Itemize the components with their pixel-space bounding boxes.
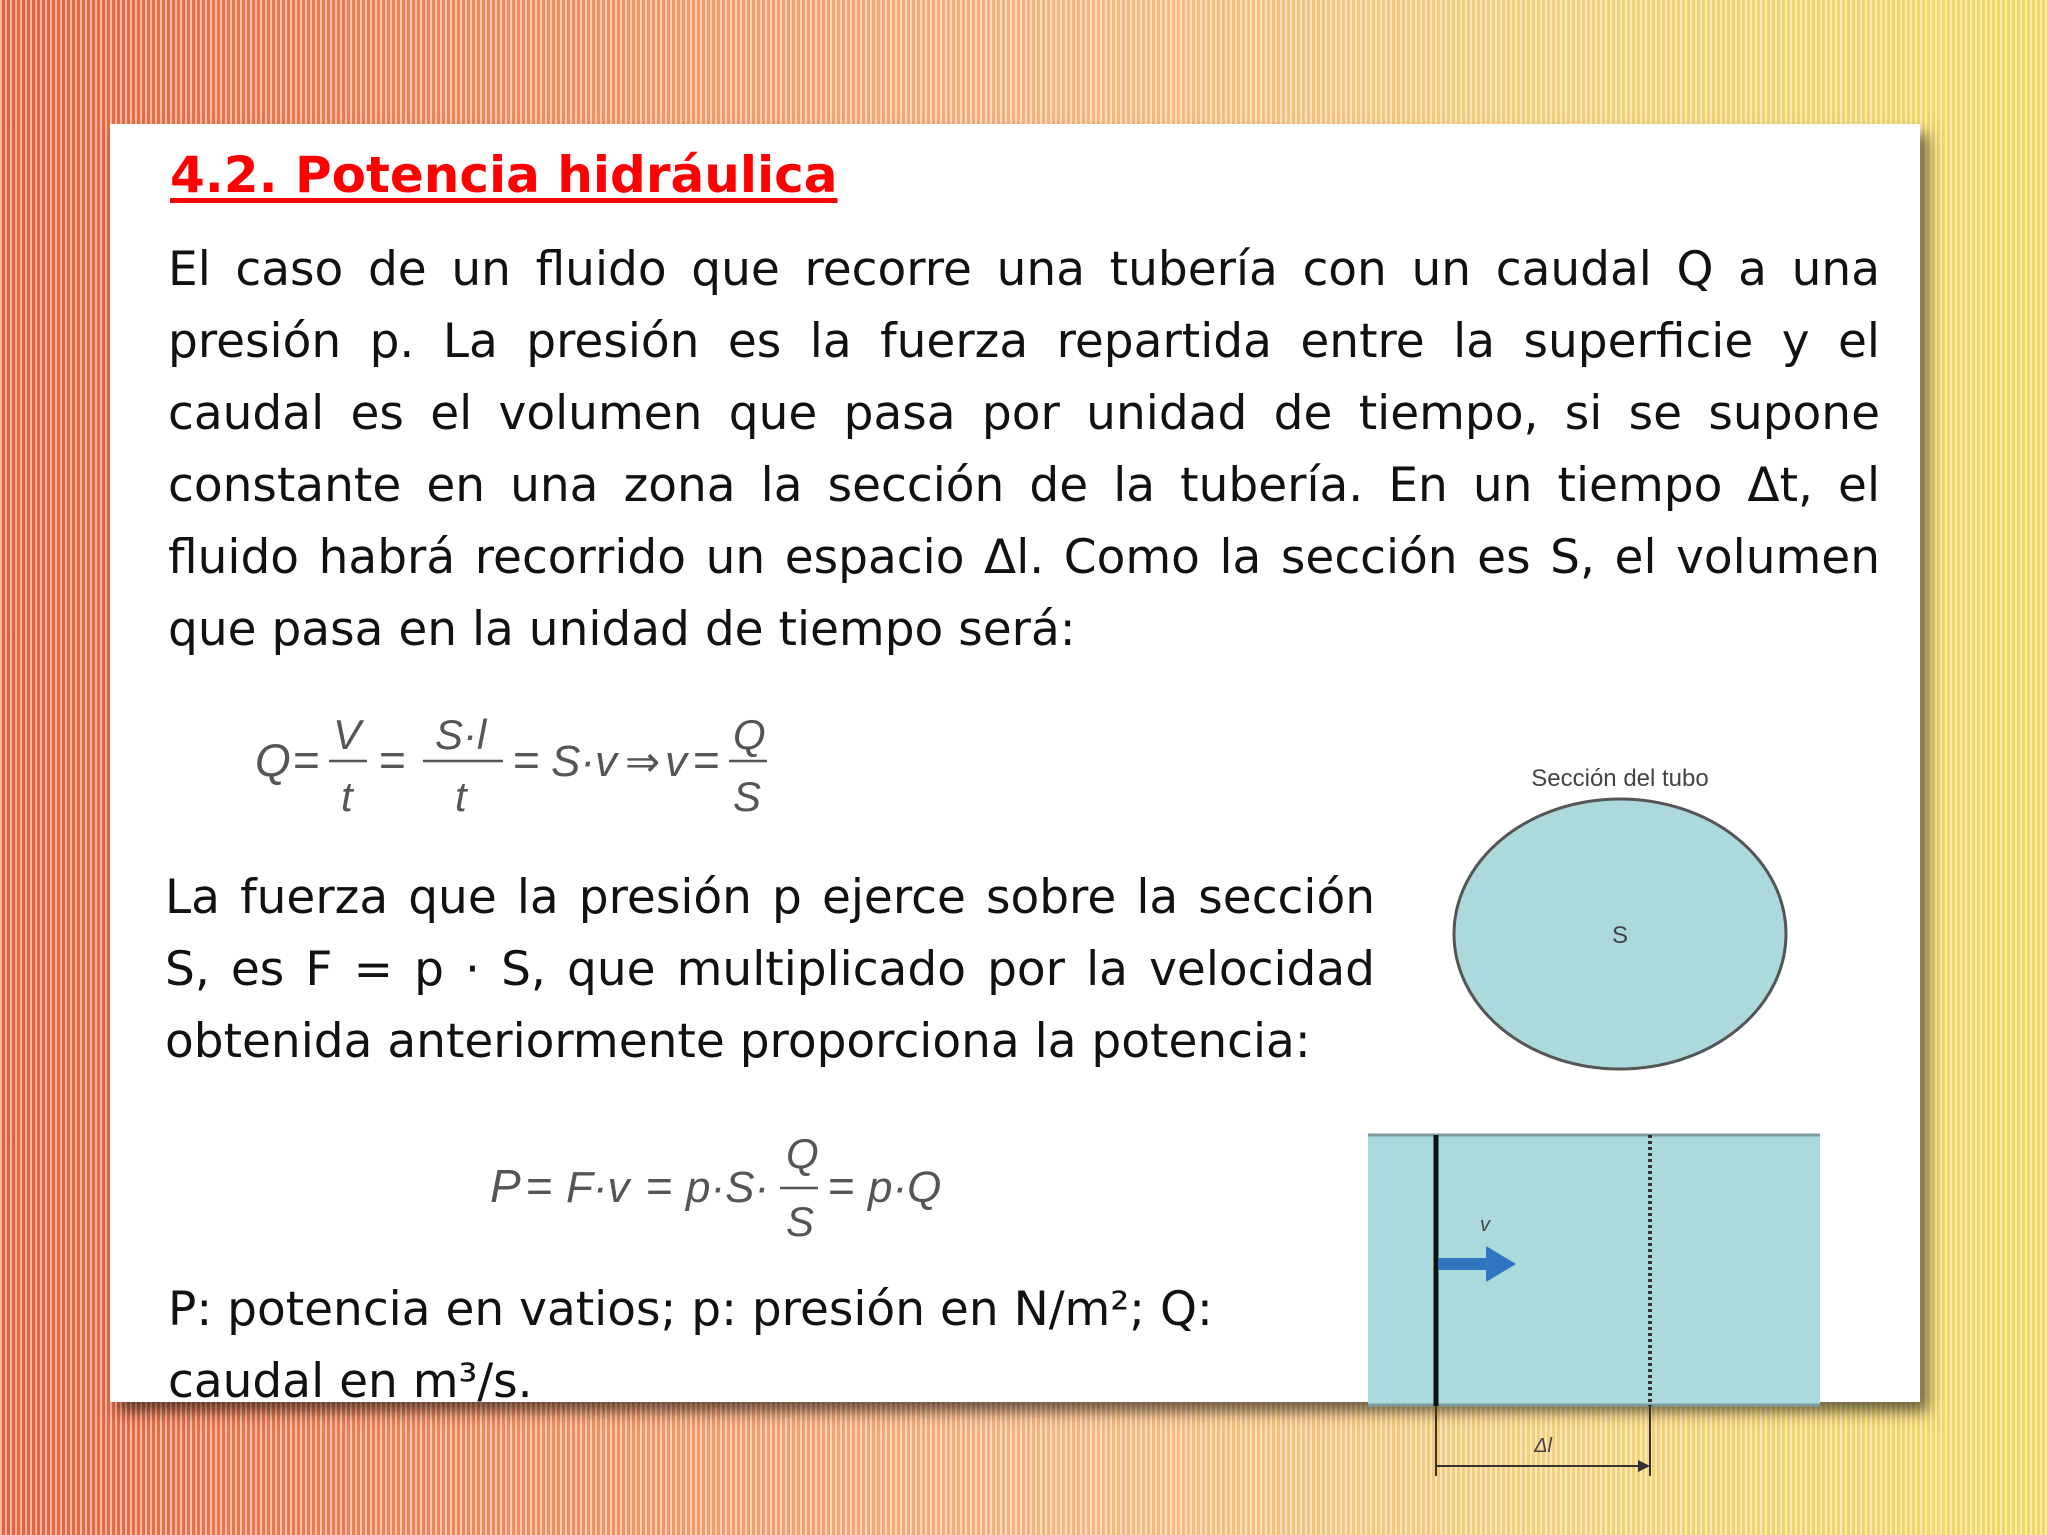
- formula-fv: F·v: [566, 1163, 630, 1212]
- formula-equals-1: =: [293, 734, 320, 786]
- flow-formula: [255, 699, 815, 829]
- formula-sv: S·v: [551, 737, 617, 786]
- power-formula: [490, 1124, 1110, 1254]
- formula-t-denominator: t: [341, 773, 353, 820]
- units-paragraph: P: potencia en vatios; p: presión en N/m²; Q: caudal en m³/s.: [168, 1282, 1213, 1409]
- formula-p-equals-1: =: [526, 1160, 553, 1212]
- flow-formula-svg: [255, 699, 815, 829]
- formula-v-lower: v: [665, 737, 687, 786]
- formula-ps: p·S·: [686, 1163, 770, 1212]
- pipe-diagram: [1340, 634, 1900, 1457]
- slide-title: 4.2. Potencia hidráulica: [170, 146, 838, 204]
- intro-paragraph: El caso de un fluido que recorre una tubería con un caudal Q a una presión p. La presión es la fuerza repartida entre la superficie y el caudal es el volumen que pasa por unidad de tiempo, si se supone constante en una zona la sección de la tubería. En un tiempo Δt, el fluido habrá recorrido un espacio Δl. Como la sección es S, el volumen que pasa en la unidad de tiempo será:: [168, 242, 1880, 657]
- formula-p-s-denominator: S: [786, 1198, 815, 1245]
- velocity-label: v: [1480, 1214, 1490, 1236]
- formula-equals-4: =: [693, 734, 720, 786]
- formula-q-symbol: Q: [255, 734, 291, 786]
- formula-p-cap: P: [490, 1160, 521, 1212]
- force-paragraph: La fuerza que la presión p ejerce sobre la sección S, es F = p · S, que multiplicado por la velocidad obtenida anteriormente proporciona la potencia:: [165, 870, 1375, 1069]
- formula-p-equals-2: =: [646, 1160, 673, 1212]
- formula-equals-2: =: [379, 734, 406, 786]
- formula-equals-3: =: [513, 734, 540, 786]
- formula-p-equals-3: =: [828, 1160, 855, 1212]
- formula-p-q-numerator: Q: [786, 1130, 819, 1177]
- section-label: Sección del tubo: [1531, 765, 1709, 792]
- power-formula-svg: [490, 1124, 1110, 1254]
- slide-card: [110, 124, 1920, 1457]
- formula-t-denominator-2: t: [455, 773, 467, 820]
- dimension-arrow-icon: [1638, 1460, 1650, 1472]
- formula-v-numerator: V: [333, 711, 362, 758]
- displacement-label: Δl: [1534, 1435, 1552, 1457]
- formula-pq: p·Q: [868, 1163, 942, 1212]
- formula-implies: ⇒: [625, 738, 661, 785]
- formula-sl-numerator: S·l: [435, 711, 487, 758]
- formula-q-numerator: Q: [733, 711, 766, 758]
- area-label: S: [1611, 922, 1629, 949]
- pipe-diagram-svg: [1340, 634, 1900, 1457]
- formula-s-denominator: S: [733, 773, 762, 820]
